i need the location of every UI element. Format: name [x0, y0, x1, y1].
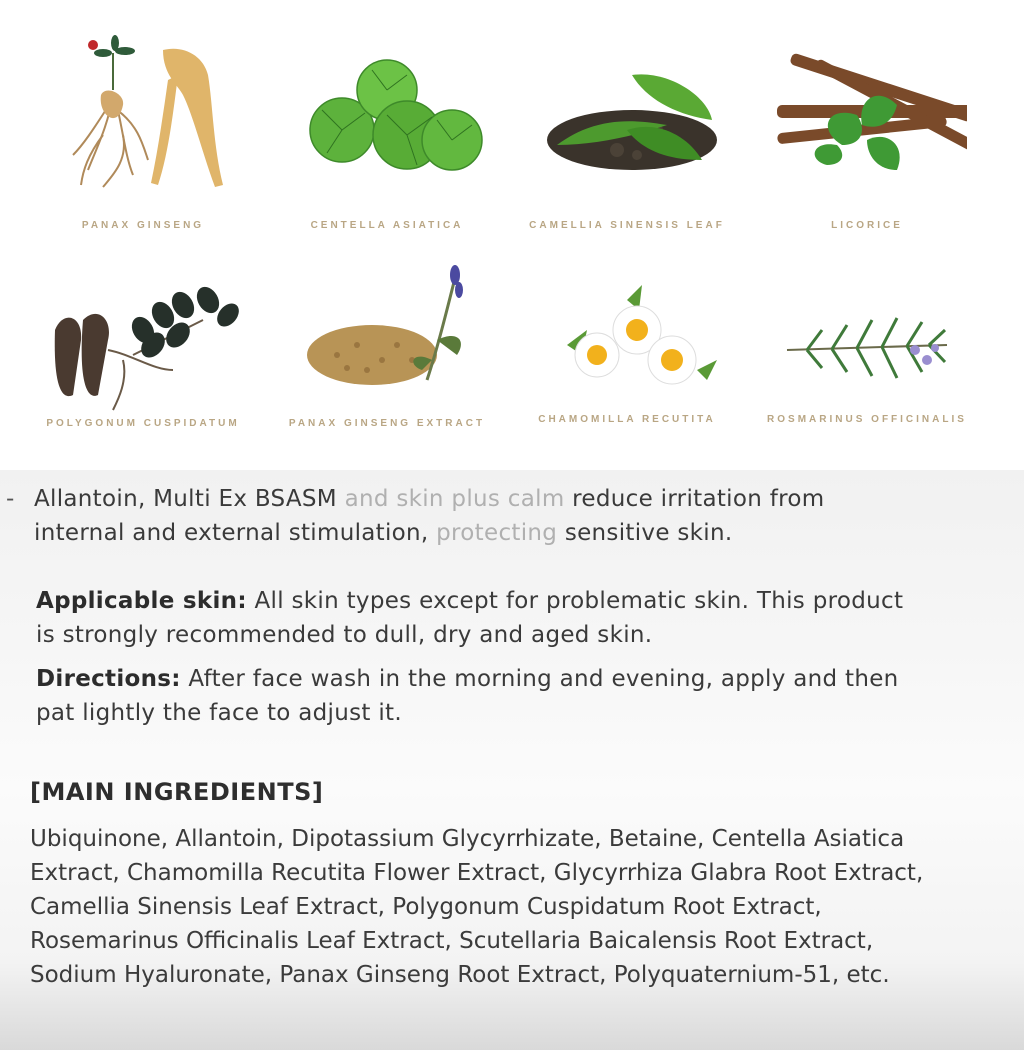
description-line-1: Allantoin, Multi Ex BSASM and skin plus calm reduce irritation from — [34, 486, 825, 512]
ingredients-line: Ubiquinone, Allantoin, Dipotassium Glycyrrhizate, Betaine, Centella Asiatica — [30, 826, 905, 852]
polygonum-root-icon — [43, 260, 243, 420]
ingredient-caption: LICORICE — [831, 220, 903, 231]
main-ingredients-heading: [MAIN INGREDIENTS] — [30, 778, 324, 806]
ingredients-line: Extract, Chamomilla Recutita Flower Extract, Glycyrrhiza Glabra Root Extract, — [30, 860, 924, 886]
ingredient-caption: CHAMOMILLA RECUTITA — [538, 414, 716, 425]
applicable-skin-line-1: Applicable skin: All skin types except for problematic skin. This product — [36, 588, 904, 614]
chamomile-flowers-icon — [527, 260, 727, 420]
description-line-2: internal and external stimulation, protecting sensitive skin. — [34, 520, 733, 546]
ingredient-caption: CENTELLA ASIATICA — [310, 220, 464, 231]
ingredient-caption: CAMELLIA SINENSIS LEAF — [529, 220, 725, 231]
ingredient-caption: PANAX GINSENG — [81, 220, 205, 231]
ingredient-card-licorice — [752, 25, 982, 231]
faded-text: and skin plus calm — [344, 486, 565, 512]
ingredient-card-camellia-sinensis — [512, 25, 742, 231]
ingredient-card-centella-asiatica — [272, 25, 502, 231]
ingredient-image-grid — [0, 0, 1024, 470]
ingredient-card-panax-ginseng — [28, 25, 258, 231]
centella-leaves-icon — [287, 35, 487, 195]
faded-text: protecting — [436, 520, 558, 546]
ingredient-card-ginseng-extract — [272, 250, 502, 429]
ingredient-caption: ROSMARINUS OFFICINALIS — [767, 414, 967, 425]
ingredients-line: Rosemarinus Officinalis Leaf Extract, Scutellaria Baicalensis Root Extract, — [30, 928, 874, 954]
applicable-skin-label: Applicable skin: — [36, 588, 247, 614]
tea-leaves-icon — [527, 35, 727, 195]
ingredient-card-rosemary — [752, 250, 982, 425]
rosemary-sprig-icon — [767, 260, 967, 420]
ginseng-root-icon — [43, 35, 243, 195]
ingredients-line: Sodium Hyaluronate, Panax Ginseng Root Extract, Polyquaternium-51, etc. — [30, 962, 890, 988]
ingredient-caption: PANAX GINSENG EXTRACT — [288, 418, 486, 429]
ginseng-seeds-icon — [287, 260, 487, 420]
licorice-sticks-icon — [767, 35, 967, 195]
applicable-skin-line-2: is strongly recommended to dull, dry and aged skin. — [36, 622, 653, 648]
bullet-dash: - — [6, 486, 15, 512]
main-ingredients-list — [30, 822, 1005, 992]
directions-line-2: pat lightly the face to adjust it. — [36, 700, 402, 726]
ingredient-caption: POLYGONUM CUSPIDATUM — [46, 418, 240, 429]
package-text-panel — [0, 470, 1024, 1050]
ingredients-line: Camellia Sinensis Leaf Extract, Polygonum Cuspidatum Root Extract, — [30, 894, 822, 920]
directions-line-1: Directions: After face wash in the morning and evening, apply and then — [36, 666, 899, 692]
directions-label: Directions: — [36, 666, 181, 692]
ingredient-card-polygonum — [28, 250, 258, 429]
ingredient-card-chamomile — [512, 250, 742, 425]
